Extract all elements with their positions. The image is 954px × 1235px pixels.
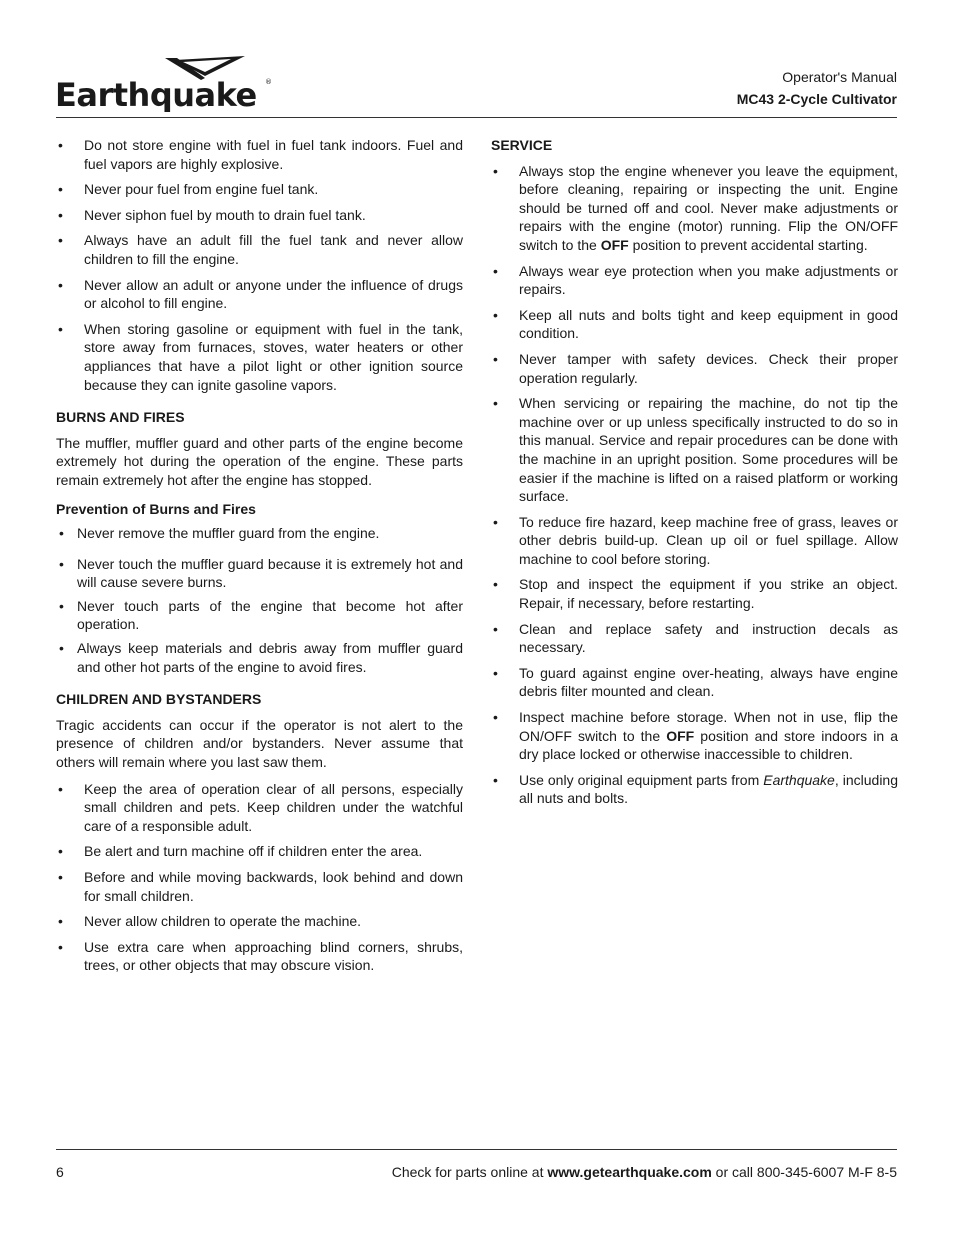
service-heading: SERVICE [491,137,553,153]
website-link[interactable]: www.getearthquake.com [547,1164,712,1180]
list-item: • Use extra care when approaching blind corners, shrubs, trees, or other objects that may obscure vision. [56,938,463,975]
header-info [737,66,897,110]
right-column [491,136,898,815]
prevention-heading: Prevention of Burns and Fires [56,500,256,517]
list-item: • Be alert and turn machine off if children enter the area. [56,842,463,861]
page-number: 6 [56,1164,64,1180]
prevention-list [56,524,463,676]
model-title: MC43 2-Cycle Cultivator [736,91,897,107]
list-item: • Keep the area of operation clear of all persons, especially small children and pets. Keep children under the watchful care of a responsible adult. [56,780,463,836]
list-item: • Before and while moving backwards, look behind and down for small children. [56,868,463,905]
list-item: • Never touch the muffler guard because it is extremely hot and will cause severe burns. [56,555,463,592]
list-item: • To reduce fire hazard, keep machine free of grass, leaves or other debris build-up. Clean up oil or fuel spillage. Allow machine to cool before storing. [491,513,898,569]
svg-text:®: ® [265,78,272,86]
list-item: • When servicing or repairing the machine, do not tip the machine over or up unless specifically instructed to do so in this manual. Service and repair procedures can be done with the machine in an upright position. Some procedures will be easier if the machine is lifted on a raised platform or working surface. [491,394,898,506]
list-item: • Always stop the engine whenever you leave the equipment, before cleaning, repairing or inspecting the unit. Engine should be turned off and cool. Never make adjustments or repairs with the engine (motor) running. Flip the ON/OFF switch to the OFF position to prevent accidental starting. [491,162,898,255]
header-divider [56,117,897,118]
children-list [56,780,463,975]
list-item: • Never siphon fuel by mouth to drain fuel tank. [56,206,463,225]
list-item: • When storing gasoline or equipment with fuel in the tank, store away from furnaces, stoves, water heaters or other appliances that have a pilot light or other ignition source because they can ignite gasoline vapors. [56,320,463,394]
list-item: • Stop and inspect the equipment if you strike an object. Repair, if necessary, before restarting. [491,575,898,612]
list-item: • Never touch parts of the engine that become hot after operation. [56,597,463,634]
footer-contact: Check for parts online at www.getearthquake.com or call 800-345-6007 M-F 8-5 [391,1164,897,1180]
list-item: • Clean and replace safety and instruction decals as necessary. [491,620,898,657]
list-item: • Keep all nuts and bolts tight and keep equipment in good condition. [491,306,898,343]
left-column [56,136,463,982]
earthquake-logo [55,54,277,112]
list-item: • Never allow an adult or anyone under the influence of drugs or alcohol to fill engine. [56,276,463,313]
list-item: • Never tamper with safety devices. Check their proper operation regularly. [491,350,898,387]
list-item: • Never allow children to operate the machine. [56,912,463,931]
list-item: • Do not store engine with fuel in fuel tank indoors. Fuel and fuel vapors are highly explosive. [56,136,463,173]
list-item: • Never remove the muffler guard from the engine. [56,524,463,543]
burns-paragraph: The muffler, muffler guard and other parts of the engine become extremely hot during the operation of the engine. These parts remain extremely hot after the engine has stopped. [56,434,463,488]
children-heading: CHILDREN AND BYSTANDERS [56,691,262,708]
list-item: • Always wear eye protection when you make adjustments or repairs. [491,262,898,299]
children-paragraph: Tragic accidents can occur if the operator is not alert to the presence of children and/or bystanders. Never assume that others will remain where you last saw them. [56,716,463,771]
list-item: • Inspect machine before storage. When not in use, flip the ON/OFF switch to the OFF position and store indoors in a dry place locked or otherwise inaccessible to children. [491,708,898,764]
fuel-safety-list [56,136,463,394]
service-list [491,162,898,808]
earthquake-logo-icon [55,54,277,112]
burns-heading: BURNS AND FIRES [56,409,185,426]
list-item: • Always keep materials and debris away from muffler guard and other hot parts of the engine to avoid fires. [56,639,463,676]
manual-label: Operator's Manual [782,69,897,85]
list-item: • Never pour fuel from engine fuel tank. [56,180,463,199]
list-item: • To guard against engine over-heating, always have engine debris filter mounted and clean. [491,664,898,701]
list-item: • Always have an adult fill the fuel tank and never allow children to fill the engine. [56,231,463,268]
footer-divider [56,1149,897,1150]
svg-text:Earthquake: Earthquake [55,76,257,112]
list-item: • Use only original equipment parts from Earthquake, including all nuts and bolts. [491,771,898,808]
